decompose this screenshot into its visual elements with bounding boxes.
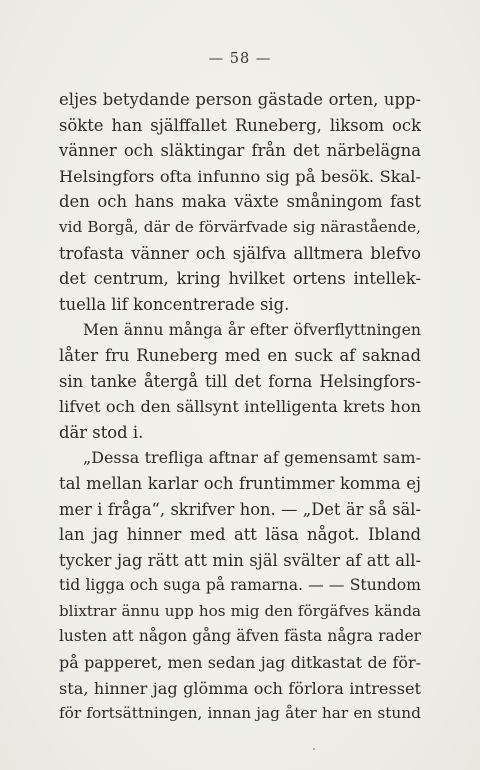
text-line: på papperet, men sedan jag ditkastat de för-: [59, 653, 421, 673]
body-text: [59, 87, 421, 727]
text-line: blixtrar ännu upp hos mig den förgäfves kända: [59, 601, 421, 620]
text-line: det centrum, kring hvilket ortens intellek-: [59, 269, 421, 289]
text-line: trofasta vänner och själfva alltmera blefvo: [59, 243, 421, 263]
text-line: tid ligga och suga på ramarna. — — Stundom: [59, 576, 421, 595]
text-line: lan jag hinner med att läsa något. Ibland: [59, 525, 421, 545]
text-line: sökte han själffallet Runeberg, liksom ock: [59, 115, 421, 135]
text-line: lusten att någon gång äfven fästa några rader: [59, 627, 421, 646]
text-line: tycker jag rätt att min själ svälter af att all-: [59, 550, 421, 570]
text-line: mer i fråga“, skrifver hon. — „Det är så säl-: [59, 499, 421, 519]
text-line: „Dessa trefliga aftnar af gemensamt sam-: [83, 448, 421, 468]
text-line: lifvet och den sällsynt intelligenta krets hon: [59, 397, 421, 417]
page-number: — 58 —: [208, 51, 272, 67]
text-line: för fortsättningen, innan jag åter har en stund: [59, 704, 421, 723]
text-line: vid Borgå, där de förvärfvade sig närastående,: [59, 217, 421, 236]
text-line: Helsingfors ofta infunno sig på besök. Skal-: [59, 166, 421, 186]
text-line: där stod i.: [59, 422, 144, 442]
paper-speck: [313, 748, 315, 750]
text-line: sin tanke återgå till det forna Helsingfors-: [59, 371, 421, 391]
text-line: tuella lif koncentrerade sig.: [59, 294, 290, 314]
text-line: vänner och släktingar från det närbelägna: [59, 141, 421, 161]
text-line: tal mellan karlar och fruntimmer komma ej: [59, 473, 421, 493]
text-line: Men ännu många år efter öfverflyttningen: [83, 320, 421, 340]
text-line: låter fru Runeberg med en suck af saknad: [59, 345, 421, 365]
text-line: sta, hinner jag glömma och förlora intresset: [59, 678, 421, 698]
text-line: den och hans maka växte småningom fast: [59, 192, 421, 212]
text-line: eljes betydande person gästade orten, upp-: [59, 90, 421, 109]
